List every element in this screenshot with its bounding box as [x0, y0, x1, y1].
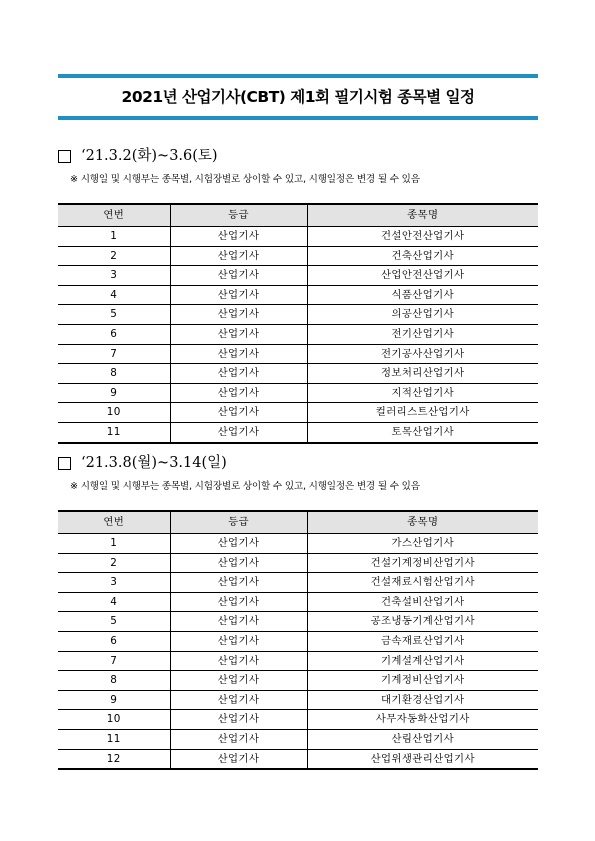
schedule-table-1 [58, 203, 538, 444]
section-heading [58, 145, 538, 167]
cell-grade: 산업기사 [170, 324, 307, 344]
cell-number: 3 [58, 573, 170, 593]
table-header-row [58, 204, 538, 227]
section-heading [58, 452, 538, 474]
cell-grade: 산업기사 [170, 573, 307, 593]
cell-number: 1 [58, 227, 170, 247]
table-row [58, 631, 538, 651]
table-row [58, 227, 538, 247]
cell-grade: 산업기사 [170, 553, 307, 573]
cell-grade: 산업기사 [170, 285, 307, 305]
table-row [58, 285, 538, 305]
cell-number: 8 [58, 364, 170, 384]
table-row [58, 403, 538, 423]
table-row [58, 690, 538, 710]
cell-subject: 식품산업기사 [307, 285, 538, 305]
cell-number: 4 [58, 592, 170, 612]
cell-grade: 산업기사 [170, 710, 307, 730]
cell-subject: 건설안전산업기사 [307, 227, 538, 247]
cell-subject: 전기공사산업기사 [307, 344, 538, 364]
cell-number: 10 [58, 403, 170, 423]
cell-grade: 산업기사 [170, 364, 307, 384]
cell-number: 7 [58, 344, 170, 364]
checkbox-icon [58, 150, 71, 163]
cell-grade: 산업기사 [170, 671, 307, 691]
cell-number: 11 [58, 422, 170, 442]
cell-grade: 산업기사 [170, 422, 307, 442]
cell-subject: 금속재료산업기사 [307, 631, 538, 651]
table-row [58, 553, 538, 573]
cell-grade: 산업기사 [170, 749, 307, 769]
table-row [58, 324, 538, 344]
table-row [58, 612, 538, 632]
cell-number: 8 [58, 671, 170, 691]
cell-number: 2 [58, 246, 170, 266]
cell-grade: 산업기사 [170, 651, 307, 671]
table-row [58, 305, 538, 325]
cell-subject: 기계설계산업기사 [307, 651, 538, 671]
cell-number: 1 [58, 534, 170, 554]
table-row [58, 246, 538, 266]
table-header-row [58, 511, 538, 534]
table-row [58, 266, 538, 286]
column-header-subject: 종목명 [307, 511, 538, 534]
cell-subject: 대기환경산업기사 [307, 690, 538, 710]
cell-number: 9 [58, 383, 170, 403]
cell-subject: 정보처리산업기사 [307, 364, 538, 384]
table-row [58, 651, 538, 671]
schedule-section-2 [58, 452, 538, 770]
cell-subject: 지적산업기사 [307, 383, 538, 403]
schedule-table-2 [58, 510, 538, 770]
cell-number: 6 [58, 631, 170, 651]
cell-grade: 산업기사 [170, 403, 307, 423]
cell-number: 9 [58, 690, 170, 710]
cell-subject: 토목산업기사 [307, 422, 538, 442]
title-block [58, 74, 538, 120]
table-row [58, 344, 538, 364]
table-row [58, 710, 538, 730]
cell-grade: 산업기사 [170, 383, 307, 403]
cell-subject: 사무자동화산업기사 [307, 710, 538, 730]
table-row [58, 422, 538, 442]
cell-number: 12 [58, 749, 170, 769]
cell-subject: 공조냉동기계산업기사 [307, 612, 538, 632]
cell-number: 2 [58, 553, 170, 573]
cell-number: 11 [58, 729, 170, 749]
cell-subject: 산림산업기사 [307, 729, 538, 749]
schedule-section-1 [58, 145, 538, 444]
section-note: ※ 시행일 및 시행부는 종목별, 시험장별로 상이할 수 있고, 시행일정은 변경 될 수 있음 [70, 481, 420, 492]
cell-number: 3 [58, 266, 170, 286]
cell-grade: 산업기사 [170, 729, 307, 749]
column-header-grade: 등급 [170, 204, 307, 227]
column-header-grade: 등급 [170, 511, 307, 534]
cell-grade: 산업기사 [170, 690, 307, 710]
table-row [58, 534, 538, 554]
column-header-subject: 종목명 [307, 204, 538, 227]
cell-subject: 건설기계정비산업기사 [307, 553, 538, 573]
cell-grade: 산업기사 [170, 631, 307, 651]
cell-subject: 컬러리스트산업기사 [307, 403, 538, 423]
title-bottom-bar [58, 116, 538, 120]
cell-grade: 산업기사 [170, 612, 307, 632]
cell-number: 10 [58, 710, 170, 730]
table-row [58, 592, 538, 612]
cell-grade: 산업기사 [170, 227, 307, 247]
cell-number: 5 [58, 305, 170, 325]
table-row [58, 729, 538, 749]
cell-subject: 건축설비산업기사 [307, 592, 538, 612]
cell-subject: 건축산업기사 [307, 246, 538, 266]
cell-subject: 전기산업기사 [307, 324, 538, 344]
table-row [58, 383, 538, 403]
checkbox-icon [58, 457, 71, 470]
section-date-range: ‘21.3.8(월)~3.14(일) [81, 455, 227, 471]
column-header-number: 연번 [58, 511, 170, 534]
column-header-number: 연번 [58, 204, 170, 227]
cell-number: 6 [58, 324, 170, 344]
cell-subject: 건설재료시험산업기사 [307, 573, 538, 593]
cell-grade: 산업기사 [170, 266, 307, 286]
cell-grade: 산업기사 [170, 344, 307, 364]
cell-subject: 산업위생관리산업기사 [307, 749, 538, 769]
table-row [58, 573, 538, 593]
cell-number: 5 [58, 612, 170, 632]
cell-grade: 산업기사 [170, 534, 307, 554]
cell-number: 4 [58, 285, 170, 305]
cell-subject: 의공산업기사 [307, 305, 538, 325]
table-row [58, 749, 538, 769]
cell-subject: 산업안전산업기사 [307, 266, 538, 286]
cell-subject: 기계정비산업기사 [307, 671, 538, 691]
table-row [58, 671, 538, 691]
section-date-range: ‘21.3.2(화)~3.6(토) [81, 148, 218, 164]
cell-subject: 가스산업기사 [307, 534, 538, 554]
cell-grade: 산업기사 [170, 592, 307, 612]
table-row [58, 364, 538, 384]
cell-grade: 산업기사 [170, 246, 307, 266]
cell-grade: 산업기사 [170, 305, 307, 325]
section-note: ※ 시행일 및 시행부는 종목별, 시험장별로 상이할 수 있고, 시행일정은 변경 될 수 있음 [70, 174, 420, 185]
cell-number: 7 [58, 651, 170, 671]
document-title: 2021년 산업기사(CBT) 제1회 필기시험 종목별 일정 [121, 88, 475, 106]
